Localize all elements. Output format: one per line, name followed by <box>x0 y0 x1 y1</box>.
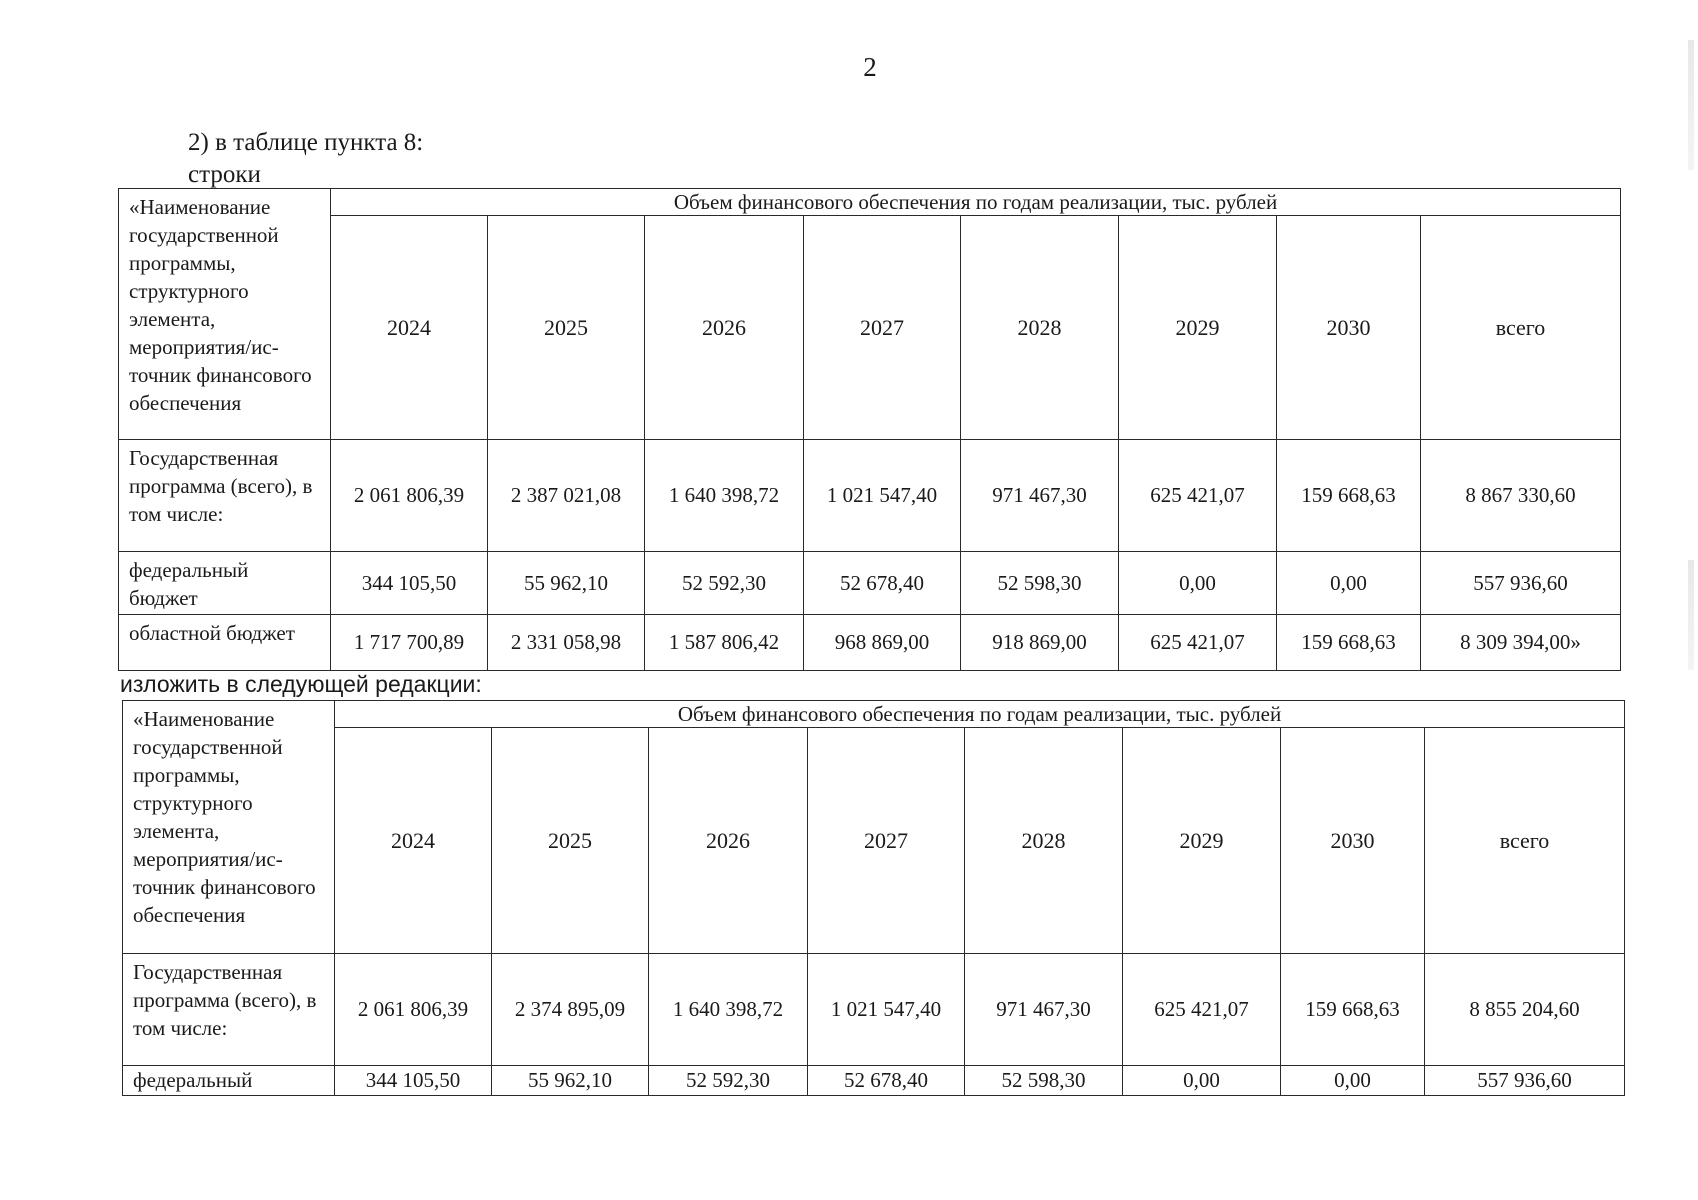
table-row <box>123 1066 1625 1096</box>
value-cell: 55 962,10 <box>488 552 645 615</box>
value-cell: 1 021 547,40 <box>804 440 961 552</box>
year-cell: 2030 <box>1277 216 1421 440</box>
value-cell: 2 374 895,09 <box>492 954 649 1066</box>
table-row <box>119 552 1621 615</box>
finance-table-old <box>118 188 1621 671</box>
total-cell: 557 936,60 <box>1421 552 1621 615</box>
value-cell: 625 421,07 <box>1123 954 1281 1066</box>
value-cell: 344 105,50 <box>331 552 488 615</box>
intro-line: 2) в таблице пункта 8: <box>188 129 424 156</box>
scan-edge-mark <box>1688 560 1694 670</box>
value-cell: 0,00 <box>1119 552 1277 615</box>
stub-header: «Наименование государственной программы, структурного элемента, мероприятия/источник финансового обеспечения <box>123 701 335 954</box>
value-cell: 52 678,40 <box>808 1066 965 1096</box>
year-cell: 2024 <box>331 216 488 440</box>
value-cell: 625 421,07 <box>1119 615 1277 671</box>
row-label: федеральный бюджет <box>119 552 331 615</box>
value-cell: 52 592,30 <box>649 1066 808 1096</box>
year-cell: 2026 <box>645 216 804 440</box>
value-cell: 625 421,07 <box>1119 440 1277 552</box>
value-cell: 2 387 021,08 <box>488 440 645 552</box>
value-cell: 0,00 <box>1281 1066 1425 1096</box>
year-cell: 2029 <box>1123 728 1281 954</box>
row-label-text: Государственная программа (всего), в том числе: <box>129 446 313 526</box>
intro-line-rows: строки <box>188 161 261 188</box>
value-cell: 52 598,30 <box>965 1066 1123 1096</box>
value-cell: 344 105,50 <box>335 1066 492 1096</box>
value-cell: 1 640 398,72 <box>649 954 808 1066</box>
scan-edge-mark <box>1688 40 1694 170</box>
total-cell: 557 936,60 <box>1425 1066 1625 1096</box>
total-header: всего <box>1421 216 1621 440</box>
table-row <box>123 954 1625 1066</box>
total-header: всего <box>1425 728 1625 954</box>
value-cell: 1 640 398,72 <box>645 440 804 552</box>
stub-header: «Наименование государственной программы, структурного элемента, мероприятия/источник финансового обеспечения <box>119 189 331 440</box>
total-cell: 8 855 204,60 <box>1425 954 1625 1066</box>
year-cell: 2026 <box>649 728 808 954</box>
page-number: 2 <box>863 52 877 82</box>
value-cell: 159 668,63 <box>1281 954 1425 1066</box>
connector-text: изложить в следующей редакции: <box>120 671 482 697</box>
row-label: областной бюджет <box>119 615 331 671</box>
value-cell: 52 598,30 <box>961 552 1119 615</box>
value-cell: 0,00 <box>1123 1066 1281 1096</box>
value-cell: 918 869,00 <box>961 615 1119 671</box>
year-cell: 2030 <box>1281 728 1425 954</box>
row-label: Государственная программа (всего), в том числе: <box>123 954 335 1066</box>
total-cell: 8 309 394,00» <box>1421 615 1621 671</box>
row-label <box>119 440 331 552</box>
row-label: федеральный <box>123 1066 335 1096</box>
year-cell: 2024 <box>335 728 492 954</box>
value-cell: 159 668,63 <box>1277 440 1421 552</box>
year-cell: 2028 <box>965 728 1123 954</box>
year-cell: 2025 <box>488 216 645 440</box>
year-row <box>123 728 1625 954</box>
year-cell: 2027 <box>808 728 965 954</box>
finance-table-new <box>122 700 1625 1096</box>
year-cell: 2029 <box>1119 216 1277 440</box>
value-cell: 971 467,30 <box>961 440 1119 552</box>
value-cell: 2 331 058,98 <box>488 615 645 671</box>
value-cell: 52 592,30 <box>645 552 804 615</box>
value-cell: 55 962,10 <box>492 1066 649 1096</box>
year-cell: 2028 <box>961 216 1119 440</box>
table-row <box>119 615 1621 671</box>
value-cell: 1 587 806,42 <box>645 615 804 671</box>
year-cell: 2025 <box>492 728 649 954</box>
value-cell: 1 021 547,40 <box>808 954 965 1066</box>
year-row <box>119 216 1621 440</box>
total-cell: 8 867 330,60 <box>1421 440 1621 552</box>
value-cell: 2 061 806,39 <box>335 954 492 1066</box>
year-cell: 2027 <box>804 216 961 440</box>
value-cell: 159 668,63 <box>1277 615 1421 671</box>
value-cell: 971 467,30 <box>965 954 1123 1066</box>
value-cell: 1 717 700,89 <box>331 615 488 671</box>
value-cell: 2 061 806,39 <box>331 440 488 552</box>
table-row <box>119 440 1621 552</box>
value-cell: 968 869,00 <box>804 615 961 671</box>
header-row <box>119 189 1621 216</box>
value-cell: 0,00 <box>1277 552 1421 615</box>
value-cell: 52 678,40 <box>804 552 961 615</box>
span-header: Объем финансового обеспечения по годам реализации, тыс. рублей <box>331 189 1621 216</box>
header-row <box>123 701 1625 728</box>
span-header: Объем финансового обеспечения по годам реализации, тыс. рублей <box>335 701 1625 728</box>
